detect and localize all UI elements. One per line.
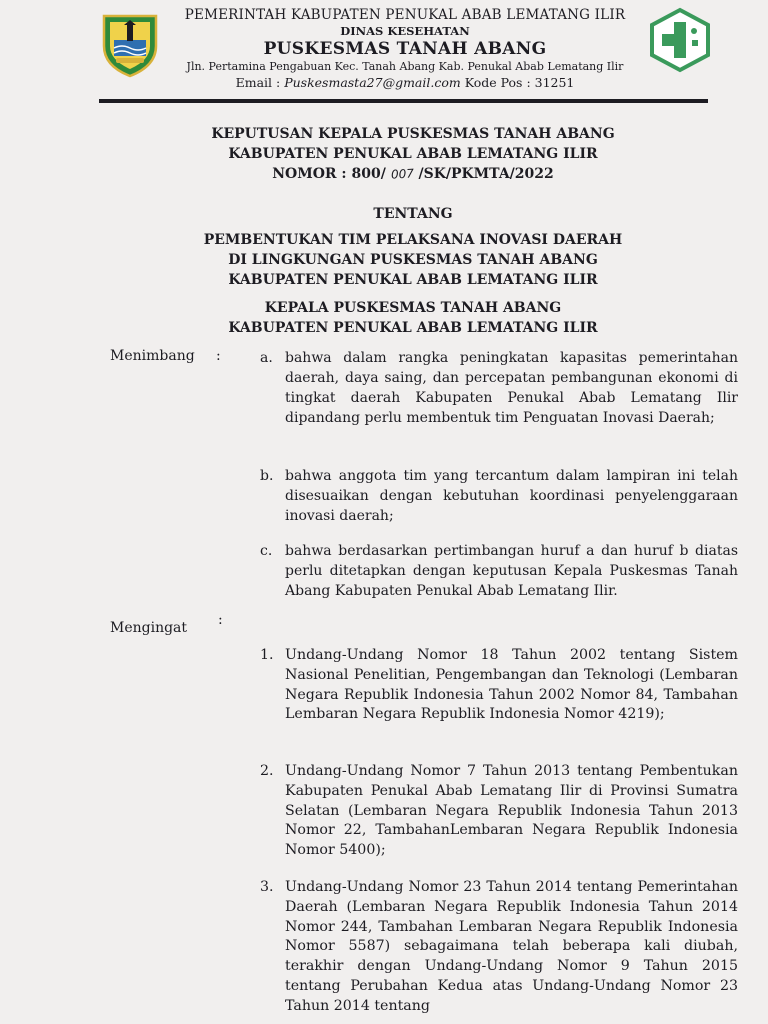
considering-label: Menimbang xyxy=(110,348,195,364)
considering-item xyxy=(260,541,738,601)
item-text: bahwa berdasarkan pertimbangan huruf a dan huruf b diatas perlu ditetapkan dengan keputusan Kepala Puskesmas Tanah Abang Kabupaten Penukal Abab Lematang Ilir. xyxy=(285,543,738,599)
recalling-colon: : xyxy=(218,612,223,628)
item-marker: a. xyxy=(260,350,273,366)
issuer-heading xyxy=(100,298,726,338)
email-label: Email : xyxy=(235,75,281,90)
contact-line xyxy=(170,74,640,91)
decree-number-prefix: NOMOR : 800/ xyxy=(272,166,386,182)
considering-item xyxy=(260,466,738,526)
letterhead-divider xyxy=(99,99,708,103)
item-text: Undang-Undang Nomor 18 Tahun 2002 tentang Sistem Nasional Penelitian, Pengembangan dan Teknologi (Lembaran Negara Republik Indonesia Tahun 2002 Nomor 84, Tambahan Lembaran Negara Republik Indonesia Nomor 4219); xyxy=(285,647,738,723)
item-text: bahwa anggota tim yang tercantum dalam lampiran ini telah disesuaikan dengan kebutuhan koordinasi penyelenggaraan inovasi daerah; xyxy=(285,468,738,524)
decree-title xyxy=(100,124,726,184)
regency-emblem-icon xyxy=(100,10,160,78)
decree-subject xyxy=(100,230,726,290)
decree-number-suffix: /SK/PKMTA/2022 xyxy=(418,166,554,182)
item-text: Undang-Undang Nomor 7 Tahun 2013 tentang Pembentukan Kabupaten Penukal Abab Lematang Ilir di Provinsi Sumatra Selatan (Lembaran Negara Republik Indonesia Tahun 2013 Nomor 22, TambahanLembaran Negara Republik Indonesia Nomor 5400); xyxy=(285,763,738,859)
item-marker: 1. xyxy=(260,647,274,663)
item-marker: 2. xyxy=(260,763,274,779)
item-marker: 3. xyxy=(260,879,274,895)
item-marker: b. xyxy=(260,468,274,484)
recalling-item xyxy=(260,646,738,725)
decree-title-line: KABUPATEN PENUKAL ABAB LEMATANG ILIR xyxy=(228,146,598,162)
decree-number xyxy=(100,164,726,184)
issuer-heading-line: KABUPATEN PENUKAL ABAB LEMATANG ILIR xyxy=(228,320,598,336)
agency-name: DINAS KESEHATAN xyxy=(340,24,470,38)
item-text: bahwa dalam rangka peningkatan kapasitas pemerintahan daerah, daya saing, dan percepatan pembangunan ekonomi di tingkat daerah Kabupaten Penukal Abab Lematang Ilir dipandang perlu membentuk tim Penguatan Inovasi Daerah; xyxy=(285,350,738,426)
government-name: PEMERINTAH KABUPATEN PENUKAL ABAB LEMATANG ILIR xyxy=(184,7,626,23)
item-marker: c. xyxy=(260,543,273,559)
email-address: Puskesmasta27@gmail.com xyxy=(284,75,461,90)
decree-subject-line: KABUPATEN PENUKAL ABAB LEMATANG ILIR xyxy=(228,272,598,288)
address-line: Jln. Pertamina Pengabuan Kec. Tanah Abang Kab. Penukal Abab Lematang Ilir xyxy=(186,60,624,73)
considering-colon: : xyxy=(216,348,221,364)
health-cross-icon xyxy=(648,7,712,73)
issuer-heading-line: KEPALA PUSKESMAS TANAH ABANG xyxy=(264,300,562,316)
decree-number-handwritten: 007 xyxy=(390,166,414,182)
item-text: Undang-Undang Nomor 23 Tahun 2014 tentang Pemerintahan Daerah (Lembaran Negara Republik Indonesia Tahun 2014 Nomor 244, Tambahan Lembaran Negara Republik Indonesia Nomor 5587) sebagaimana telah beberapa kali diubah, terakhir dengan Undang-Undang Nomor 9 Tahun 2015 tentang Perubahan Kedua atas Undang-Undang Nomor 23 Tahun 2014 tentang xyxy=(285,879,738,1014)
decree-title-line: KEPUTUSAN KEPALA PUSKESMAS TANAH ABANG xyxy=(211,126,615,142)
postal-code: Kode Pos : 31251 xyxy=(464,75,575,90)
decree-subject-line: PEMBENTUKAN TIM PELAKSANA INOVASI DAERAH xyxy=(203,232,623,248)
about-heading: TENTANG xyxy=(373,206,453,222)
letterhead xyxy=(170,6,640,91)
recalling-label: Mengingat xyxy=(110,620,188,636)
recalling-item xyxy=(260,762,738,861)
considering-item xyxy=(260,348,738,428)
decree-subject-line: DI LINGKUNGAN PUSKESMAS TANAH ABANG xyxy=(228,252,598,268)
institution-name: PUSKESMAS TANAH ABANG xyxy=(263,39,547,59)
recalling-item xyxy=(260,878,738,1017)
